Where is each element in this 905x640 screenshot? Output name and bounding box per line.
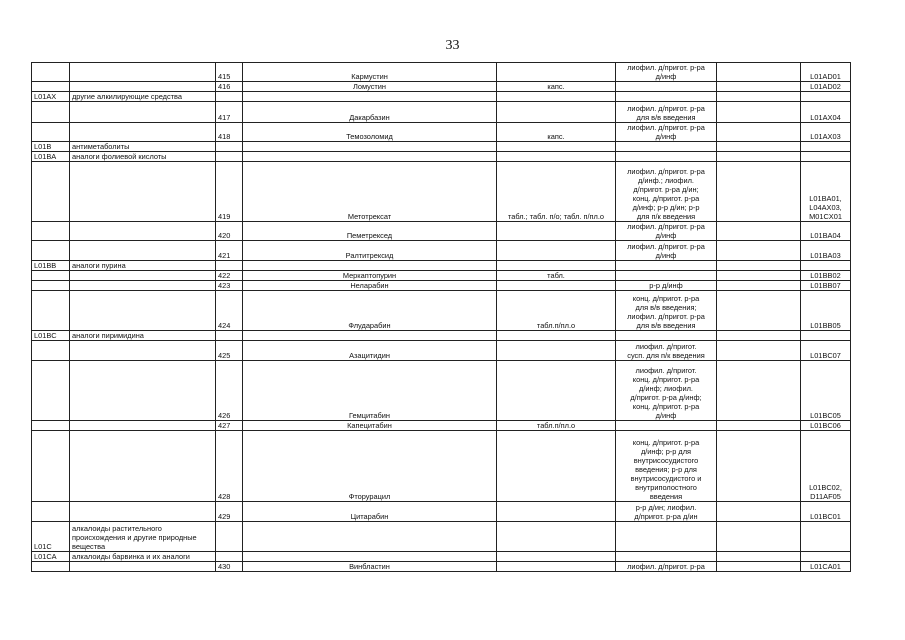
drug-name-cell: Пеметрексед xyxy=(243,222,497,241)
other-form-cell xyxy=(717,241,801,261)
other-form-cell xyxy=(717,63,801,82)
atc-group-code-cell xyxy=(32,281,70,291)
other-form-cell xyxy=(717,341,801,361)
other-form-cell xyxy=(717,123,801,142)
other-form-cell xyxy=(717,92,801,102)
group-name-cell xyxy=(70,421,216,431)
parenteral-form-cell xyxy=(616,271,717,281)
atc-code-cell: L01AD01 xyxy=(801,63,851,82)
atc-code-cell xyxy=(801,92,851,102)
oral-form-cell xyxy=(497,92,616,102)
group-name-cell: алкалоиды растительного происхождения и другие природные вещества xyxy=(70,522,216,552)
atc-code-cell: L01AX03 xyxy=(801,123,851,142)
row-number-cell: 427 xyxy=(216,421,243,431)
parenteral-form-cell xyxy=(616,331,717,341)
row-number-cell: 415 xyxy=(216,63,243,82)
group-name-cell xyxy=(70,222,216,241)
row-number-cell xyxy=(216,522,243,552)
group-header-row xyxy=(32,261,851,271)
group-header-row xyxy=(32,522,851,552)
atc-group-code-cell xyxy=(32,271,70,281)
row-number-cell: 423 xyxy=(216,281,243,291)
drug-name-cell: Ралтитрексид xyxy=(243,241,497,261)
oral-form-cell: капс. xyxy=(497,123,616,142)
drug-name-cell xyxy=(243,522,497,552)
table-row xyxy=(32,562,851,572)
atc-code-cell: L01CA01 xyxy=(801,562,851,572)
drug-name-cell: Дакарбазин xyxy=(243,102,497,123)
group-header-row xyxy=(32,142,851,152)
group-name-cell: другие алкилирующие средства xyxy=(70,92,216,102)
atc-group-code-cell xyxy=(32,502,70,522)
row-number-cell xyxy=(216,152,243,162)
parenteral-form-cell xyxy=(616,92,717,102)
oral-form-cell xyxy=(497,331,616,341)
group-name-cell xyxy=(70,241,216,261)
atc-code-cell xyxy=(801,552,851,562)
atc-code-cell: L01AX04 xyxy=(801,102,851,123)
oral-form-cell xyxy=(497,502,616,522)
oral-form-cell xyxy=(497,222,616,241)
row-number-cell: 422 xyxy=(216,271,243,281)
group-name-cell xyxy=(70,361,216,421)
group-header-row xyxy=(32,152,851,162)
atc-code-cell: L01BA01, L04AX03, M01CX01 xyxy=(801,162,851,222)
other-form-cell xyxy=(717,552,801,562)
table-row xyxy=(32,421,851,431)
atc-group-code-cell xyxy=(32,102,70,123)
drug-list-table xyxy=(31,62,851,572)
drug-name-cell: Метотрексат xyxy=(243,162,497,222)
row-number-cell xyxy=(216,92,243,102)
parenteral-form-cell: лиофил. д/пригот. р-ра д/инф.; лиофил. д/пригот. р-ра д/ин; конц. д/пригот. р-ра д/инф; р-р д/ин; р-р для п/к введения xyxy=(616,162,717,222)
parenteral-form-cell: лиофил. д/пригот. конц. д/пригот. р-ра д/инф; лиофил. д/пригот. р-ра д/инф; конц. д/пригот. р-ра д/инф xyxy=(616,361,717,421)
drug-name-cell: Капецитабин xyxy=(243,421,497,431)
row-number-cell: 420 xyxy=(216,222,243,241)
oral-form-cell xyxy=(497,63,616,82)
row-number-cell: 416 xyxy=(216,82,243,92)
atc-code-cell xyxy=(801,142,851,152)
other-form-cell xyxy=(717,502,801,522)
parenteral-form-cell: конц. д/пригот. р-ра д/инф; р-р для внутрисосудистого введения; р-р для внутрисосудистого и внутриполостного введения xyxy=(616,431,717,502)
table-row xyxy=(32,162,851,222)
group-name-cell xyxy=(70,123,216,142)
other-form-cell xyxy=(717,142,801,152)
atc-code-cell xyxy=(801,261,851,271)
group-name-cell xyxy=(70,502,216,522)
drug-name-cell xyxy=(243,92,497,102)
other-form-cell xyxy=(717,522,801,552)
atc-group-code-cell xyxy=(32,82,70,92)
atc-code-cell xyxy=(801,152,851,162)
atc-code-cell: L01BC01 xyxy=(801,502,851,522)
atc-group-code-cell: L01BB xyxy=(32,261,70,271)
parenteral-form-cell: лиофил. д/пригот. р-ра д/инф xyxy=(616,63,717,82)
drug-name-cell xyxy=(243,142,497,152)
row-number-cell xyxy=(216,331,243,341)
other-form-cell xyxy=(717,261,801,271)
other-form-cell xyxy=(717,271,801,281)
parenteral-form-cell: лиофил. д/пригот. р-ра xyxy=(616,562,717,572)
parenteral-form-cell xyxy=(616,152,717,162)
drug-name-cell: Гемцитабин xyxy=(243,361,497,421)
other-form-cell xyxy=(717,562,801,572)
table-row xyxy=(32,82,851,92)
page-number: 33 xyxy=(445,38,460,53)
oral-form-cell xyxy=(497,102,616,123)
atc-group-code-cell xyxy=(32,123,70,142)
row-number-cell: 428 xyxy=(216,431,243,502)
table-row xyxy=(32,281,851,291)
atc-group-code-cell xyxy=(32,291,70,331)
table-row xyxy=(32,102,851,123)
oral-form-cell xyxy=(497,431,616,502)
oral-form-cell xyxy=(497,142,616,152)
other-form-cell xyxy=(717,421,801,431)
drug-name-cell: Цитарабин xyxy=(243,502,497,522)
group-name-cell xyxy=(70,281,216,291)
table-row xyxy=(32,123,851,142)
parenteral-form-cell xyxy=(616,552,717,562)
parenteral-form-cell xyxy=(616,261,717,271)
row-number-cell: 421 xyxy=(216,241,243,261)
row-number-cell: 426 xyxy=(216,361,243,421)
parenteral-form-cell: р-р д/инф xyxy=(616,281,717,291)
atc-group-code-cell: L01CA xyxy=(32,552,70,562)
atc-group-code-cell xyxy=(32,222,70,241)
row-number-cell: 418 xyxy=(216,123,243,142)
table-row xyxy=(32,361,851,421)
drug-name-cell xyxy=(243,331,497,341)
atc-group-code-cell: L01B xyxy=(32,142,70,152)
oral-form-cell: табл.п/пл.о xyxy=(497,291,616,331)
oral-form-cell: капс. xyxy=(497,82,616,92)
row-number-cell xyxy=(216,261,243,271)
group-name-cell xyxy=(70,63,216,82)
group-name-cell xyxy=(70,562,216,572)
parenteral-form-cell: лиофил. д/пригот. сусп. для п/к введения xyxy=(616,341,717,361)
other-form-cell xyxy=(717,281,801,291)
parenteral-form-cell: лиофил. д/пригот. р-ра д/инф xyxy=(616,222,717,241)
table-row xyxy=(32,241,851,261)
atc-group-code-cell xyxy=(32,431,70,502)
atc-group-code-cell: L01BA xyxy=(32,152,70,162)
drug-name-cell xyxy=(243,261,497,271)
atc-code-cell: L01BC07 xyxy=(801,341,851,361)
row-number-cell xyxy=(216,142,243,152)
other-form-cell xyxy=(717,162,801,222)
atc-group-code-cell xyxy=(32,162,70,222)
group-name-cell: аналоги фолиевой кислоты xyxy=(70,152,216,162)
oral-form-cell: табл. xyxy=(497,271,616,281)
group-name-cell xyxy=(70,102,216,123)
atc-code-cell: L01BC05 xyxy=(801,361,851,421)
atc-code-cell: L01BA03 xyxy=(801,241,851,261)
row-number-cell: 430 xyxy=(216,562,243,572)
atc-code-cell: L01BC06 xyxy=(801,421,851,431)
table-row xyxy=(32,271,851,281)
group-name-cell xyxy=(70,162,216,222)
group-name-cell: аналоги пурина xyxy=(70,261,216,271)
atc-code-cell: L01BB07 xyxy=(801,281,851,291)
table-row xyxy=(32,63,851,82)
oral-form-cell xyxy=(497,562,616,572)
atc-group-code-cell: L01BC xyxy=(32,331,70,341)
group-name-cell: аналоги пиримидина xyxy=(70,331,216,341)
group-name-cell: алкалоиды барвинка и их аналоги xyxy=(70,552,216,562)
oral-form-cell xyxy=(497,281,616,291)
atc-code-cell: L01BA04 xyxy=(801,222,851,241)
atc-group-code-cell: L01AX xyxy=(32,92,70,102)
group-header-row xyxy=(32,92,851,102)
table-row xyxy=(32,502,851,522)
oral-form-cell xyxy=(497,361,616,421)
oral-form-cell xyxy=(497,152,616,162)
table-row xyxy=(32,341,851,361)
drug-name-cell: Флударабин xyxy=(243,291,497,331)
atc-code-cell: L01BC02, D11AF05 xyxy=(801,431,851,502)
atc-group-code-cell xyxy=(32,562,70,572)
parenteral-form-cell xyxy=(616,82,717,92)
oral-form-cell xyxy=(497,261,616,271)
drug-name-cell: Ломустин xyxy=(243,82,497,92)
oral-form-cell xyxy=(497,341,616,361)
oral-form-cell: табл.; табл. п/о; табл. п/пл.о xyxy=(497,162,616,222)
atc-group-code-cell xyxy=(32,361,70,421)
atc-code-cell: L01BB05 xyxy=(801,291,851,331)
table-row xyxy=(32,431,851,502)
drug-name-cell: Меркаптопурин xyxy=(243,271,497,281)
row-number-cell: 424 xyxy=(216,291,243,331)
drug-name-cell: Винбластин xyxy=(243,562,497,572)
group-name-cell xyxy=(70,341,216,361)
other-form-cell xyxy=(717,431,801,502)
atc-group-code-cell: L01C xyxy=(32,522,70,552)
row-number-cell: 419 xyxy=(216,162,243,222)
group-name-cell xyxy=(70,431,216,502)
drug-name-cell: Фторурацил xyxy=(243,431,497,502)
atc-group-code-cell xyxy=(32,341,70,361)
group-name-cell xyxy=(70,271,216,281)
parenteral-form-cell: лиофил. д/пригот. р-ра д/инф xyxy=(616,123,717,142)
other-form-cell xyxy=(717,222,801,241)
group-name-cell xyxy=(70,82,216,92)
oral-form-cell xyxy=(497,522,616,552)
row-number-cell xyxy=(216,552,243,562)
drug-name-cell: Азацитидин xyxy=(243,341,497,361)
atc-code-cell: L01BB02 xyxy=(801,271,851,281)
other-form-cell xyxy=(717,152,801,162)
parenteral-form-cell xyxy=(616,421,717,431)
atc-code-cell xyxy=(801,331,851,341)
parenteral-form-cell xyxy=(616,142,717,152)
drug-name-cell xyxy=(243,552,497,562)
drug-name-cell: Темозоломид xyxy=(243,123,497,142)
row-number-cell: 425 xyxy=(216,341,243,361)
row-number-cell: 417 xyxy=(216,102,243,123)
group-header-row xyxy=(32,552,851,562)
group-name-cell: антиметаболиты xyxy=(70,142,216,152)
atc-code-cell xyxy=(801,522,851,552)
table-row xyxy=(32,291,851,331)
row-number-cell: 429 xyxy=(216,502,243,522)
atc-group-code-cell xyxy=(32,63,70,82)
oral-form-cell: табл.п/пл.о xyxy=(497,421,616,431)
drug-name-cell: Неларабин xyxy=(243,281,497,291)
other-form-cell xyxy=(717,82,801,92)
oral-form-cell xyxy=(497,552,616,562)
table-row xyxy=(32,222,851,241)
atc-group-code-cell xyxy=(32,421,70,431)
group-header-row xyxy=(32,331,851,341)
atc-group-code-cell xyxy=(32,241,70,261)
drug-name-cell xyxy=(243,152,497,162)
parenteral-form-cell xyxy=(616,522,717,552)
oral-form-cell xyxy=(497,241,616,261)
other-form-cell xyxy=(717,291,801,331)
other-form-cell xyxy=(717,102,801,123)
drug-name-cell: Кармустин xyxy=(243,63,497,82)
other-form-cell xyxy=(717,361,801,421)
parenteral-form-cell: конц. д/пригот. р-ра для в/в введения; лиофил. д/пригот. р-ра для в/в введения xyxy=(616,291,717,331)
other-form-cell xyxy=(717,331,801,341)
group-name-cell xyxy=(70,291,216,331)
atc-code-cell: L01AD02 xyxy=(801,82,851,92)
parenteral-form-cell: лиофил. д/пригот. р-ра для в/в введения xyxy=(616,102,717,123)
parenteral-form-cell: лиофил. д/пригот. р-ра д/инф xyxy=(616,241,717,261)
parenteral-form-cell: р-р д/ин; лиофил. д/пригот. р-ра д/ин xyxy=(616,502,717,522)
